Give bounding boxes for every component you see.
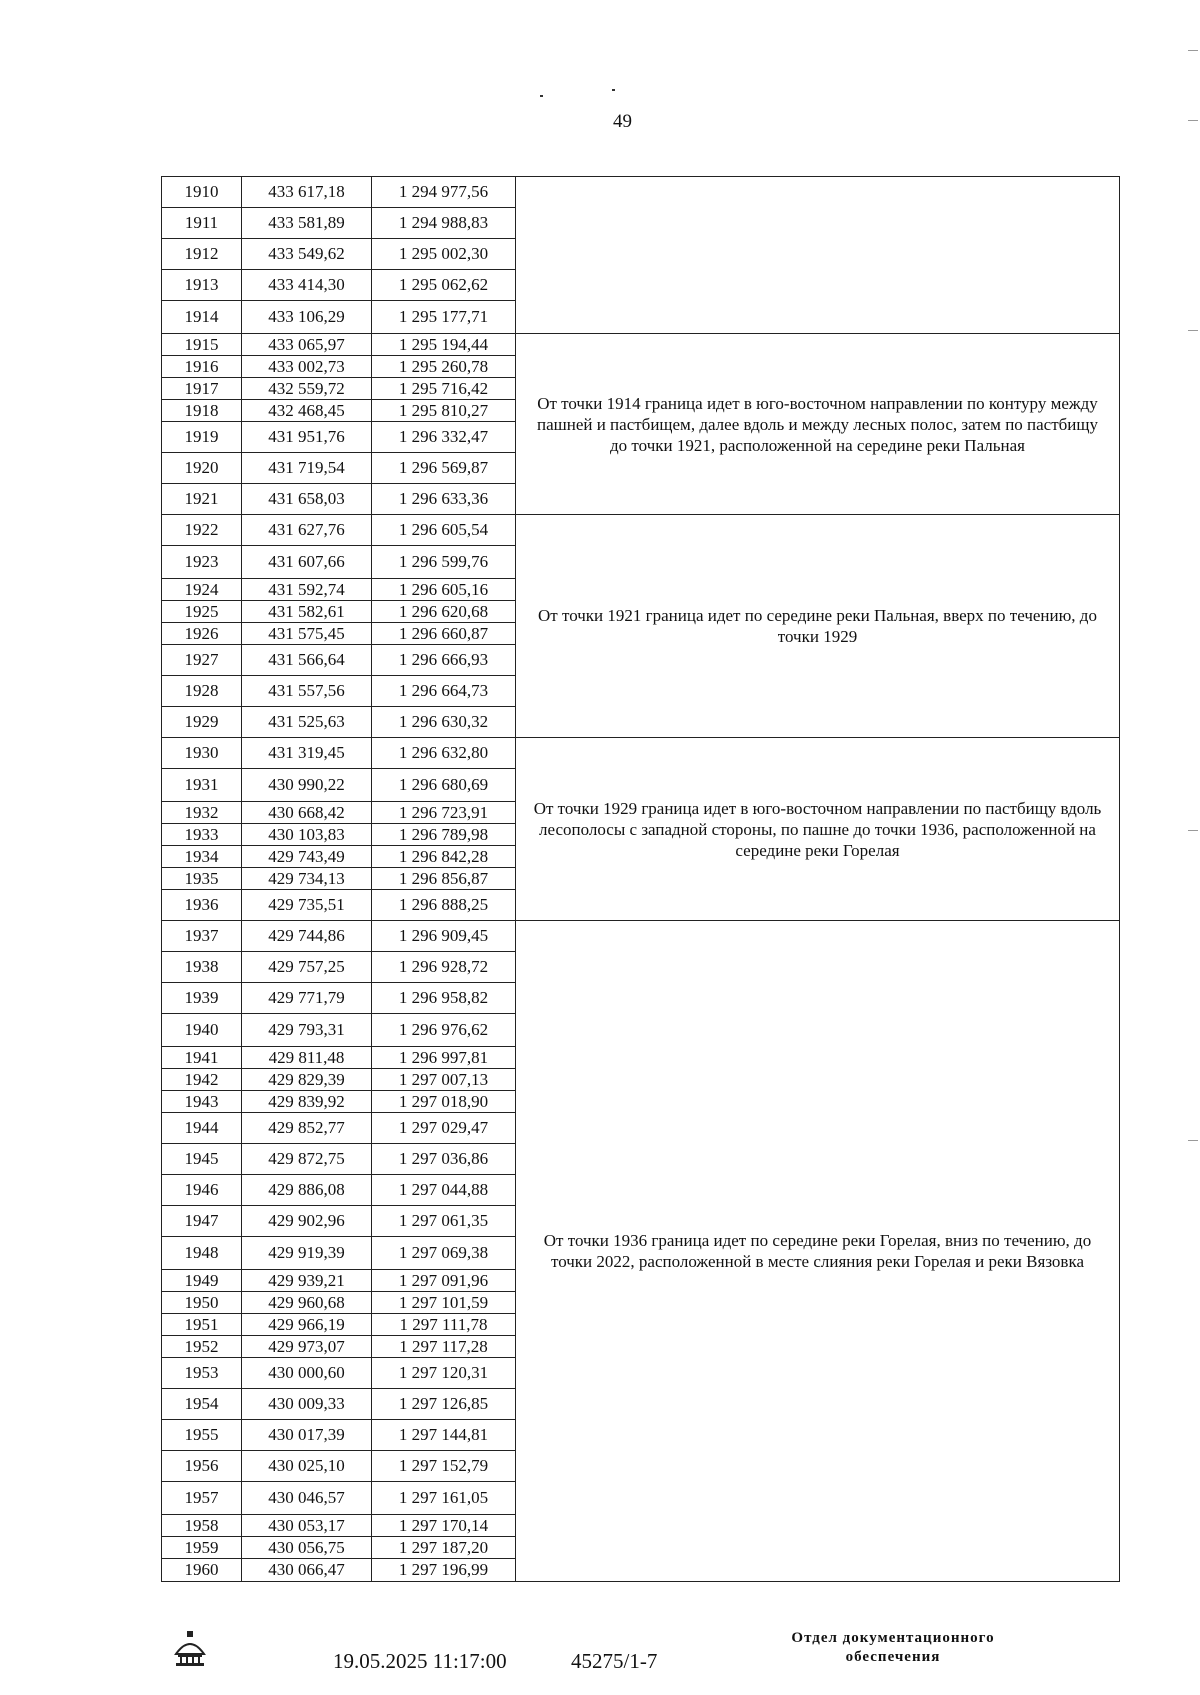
x-coordinate-cell: 431 592,74 [242,579,372,600]
table-row [162,1420,516,1451]
x-coordinate-cell: 429 829,39 [242,1069,372,1090]
x-coordinate-cell: 429 735,51 [242,890,372,920]
x-coordinate-cell: 433 414,30 [242,270,372,300]
x-coordinate-cell: 430 066,47 [242,1559,372,1581]
x-coordinate-cell: 429 811,48 [242,1047,372,1068]
y-coordinate-cell: 1 297 069,38 [372,1237,516,1269]
x-coordinate-cell: 429 734,13 [242,868,372,889]
point-number-cell: 1939 [162,983,242,1013]
point-number-cell: 1915 [162,334,242,355]
point-number-cell: 1912 [162,239,242,269]
point-number-cell: 1928 [162,676,242,706]
y-coordinate-cell: 1 297 120,31 [372,1358,516,1388]
point-number-cell: 1944 [162,1113,242,1143]
table-row [162,546,516,579]
x-coordinate-cell: 431 951,76 [242,422,372,452]
y-coordinate-cell: 1 296 599,76 [372,546,516,578]
table-row [162,868,516,890]
y-coordinate-cell: 1 297 170,14 [372,1515,516,1536]
table-row [162,1014,516,1047]
table-row [162,601,516,623]
table-row [162,453,516,484]
x-coordinate-cell: 429 793,31 [242,1014,372,1046]
point-number-cell: 1936 [162,890,242,920]
y-coordinate-cell: 1 296 997,81 [372,1047,516,1068]
y-coordinate-cell: 1 297 117,28 [372,1336,516,1357]
y-coordinate-cell: 1 296 856,87 [372,868,516,889]
y-coordinate-cell: 1 296 332,47 [372,422,516,452]
y-coordinate-cell: 1 296 633,36 [372,484,516,514]
y-coordinate-cell: 1 295 194,44 [372,334,516,355]
table-row [162,824,516,846]
y-coordinate-cell: 1 295 810,27 [372,400,516,421]
x-coordinate-cell: 432 559,72 [242,378,372,399]
y-coordinate-cell: 1 297 061,35 [372,1206,516,1236]
boundary-description [516,177,1119,334]
y-coordinate-cell: 1 297 126,85 [372,1389,516,1419]
point-number-cell: 1958 [162,1515,242,1536]
point-number-cell: 1918 [162,400,242,421]
table-row [162,1314,516,1336]
table-row [162,422,516,453]
table-row [162,802,516,824]
point-number-cell: 1947 [162,1206,242,1236]
x-coordinate-cell: 429 744,86 [242,921,372,951]
x-coordinate-cell: 431 607,66 [242,546,372,578]
y-coordinate-cell: 1 295 177,71 [372,301,516,333]
x-coordinate-cell: 430 046,57 [242,1482,372,1514]
y-coordinate-cell: 1 296 680,69 [372,769,516,801]
table-row [162,1358,516,1389]
point-number-cell: 1919 [162,422,242,452]
table-row [162,707,516,738]
point-number-cell: 1951 [162,1314,242,1335]
y-coordinate-cell: 1 296 620,68 [372,601,516,622]
table-row [162,645,516,676]
x-coordinate-cell: 430 053,17 [242,1515,372,1536]
x-coordinate-cell: 430 025,10 [242,1451,372,1481]
point-number-cell: 1937 [162,921,242,951]
point-number-cell: 1935 [162,868,242,889]
point-number-cell: 1914 [162,301,242,333]
y-coordinate-cell: 1 296 605,54 [372,515,516,545]
point-number-cell: 1941 [162,1047,242,1068]
y-coordinate-cell: 1 297 187,20 [372,1537,516,1558]
point-number-cell: 1953 [162,1358,242,1388]
point-number-cell: 1934 [162,846,242,867]
x-coordinate-cell: 429 872,75 [242,1144,372,1174]
x-coordinate-cell: 430 000,60 [242,1358,372,1388]
margin-mark [1188,120,1198,121]
table-row [162,356,516,378]
point-number-cell: 1929 [162,707,242,737]
y-coordinate-cell: 1 296 666,93 [372,645,516,675]
table-row [162,1237,516,1270]
boundary-description: От точки 1929 граница идет в юго-восточном направлении по пастбищу вдоль лесополосы с западной стороны, по пашне до точки 1936, расположенной на середине реки Горелая [516,738,1119,921]
x-coordinate-cell: 433 002,73 [242,356,372,377]
point-number-cell: 1946 [162,1175,242,1205]
y-coordinate-cell: 1 294 977,56 [372,177,516,207]
y-coordinate-cell: 1 297 144,81 [372,1420,516,1450]
y-coordinate-cell: 1 296 958,82 [372,983,516,1013]
table-row [162,1336,516,1358]
point-number-cell: 1913 [162,270,242,300]
x-coordinate-cell: 433 581,89 [242,208,372,238]
table-row [162,208,516,239]
point-number-cell: 1950 [162,1292,242,1313]
point-number-cell: 1911 [162,208,242,238]
y-coordinate-cell: 1 295 260,78 [372,356,516,377]
y-coordinate-cell: 1 296 664,73 [372,676,516,706]
margin-mark [1188,830,1198,831]
table-row [162,177,516,208]
point-number-cell: 1945 [162,1144,242,1174]
footer-document-number: 45275/1-7 [571,1649,658,1673]
point-number-cell: 1949 [162,1270,242,1291]
table-row [162,1047,516,1069]
x-coordinate-cell: 431 719,54 [242,453,372,483]
point-number-cell: 1952 [162,1336,242,1357]
x-coordinate-cell: 431 566,64 [242,645,372,675]
scan-speck [540,95,543,97]
x-coordinate-cell: 433 617,18 [242,177,372,207]
x-coordinate-cell: 430 017,39 [242,1420,372,1450]
x-coordinate-cell: 429 939,21 [242,1270,372,1291]
y-coordinate-cell: 1 297 161,05 [372,1482,516,1514]
point-number-cell: 1933 [162,824,242,845]
y-coordinate-cell: 1 295 002,30 [372,239,516,269]
table-row [162,1482,516,1515]
table-row [162,676,516,707]
point-number-cell: 1916 [162,356,242,377]
table-row [162,239,516,270]
point-number-cell: 1931 [162,769,242,801]
table-row [162,1515,516,1537]
table-row [162,1069,516,1091]
footer-department-line2: обеспечения [845,1649,941,1665]
point-number-cell: 1910 [162,177,242,207]
table-row [162,1206,516,1237]
y-coordinate-cell: 1 296 976,62 [372,1014,516,1046]
y-coordinate-cell: 1 296 888,25 [372,890,516,920]
x-coordinate-cell: 429 839,92 [242,1091,372,1112]
duma-logo-icon [170,1628,210,1668]
point-number-cell: 1954 [162,1389,242,1419]
y-coordinate-cell: 1 297 101,59 [372,1292,516,1313]
x-coordinate-cell: 430 009,33 [242,1389,372,1419]
table-row [162,738,516,769]
table-row [162,983,516,1014]
y-coordinate-cell: 1 297 029,47 [372,1113,516,1143]
point-number-cell: 1930 [162,738,242,768]
y-coordinate-cell: 1 295 716,42 [372,378,516,399]
table-row [162,270,516,301]
x-coordinate-cell: 429 919,39 [242,1237,372,1269]
boundary-description: От точки 1914 граница идет в юго-восточном направлении по контуру между пашней и пастбищем, далее вдоль и между лесных полос, затем по пастбищу до точки 1921, расположенной на середине реки Пальная [516,334,1119,515]
table-row [162,1113,516,1144]
x-coordinate-cell: 430 103,83 [242,824,372,845]
table-row [162,1292,516,1314]
table-row [162,301,516,334]
y-coordinate-cell: 1 296 605,16 [372,579,516,600]
y-coordinate-cell: 1 297 152,79 [372,1451,516,1481]
table-row [162,334,516,356]
point-number-cell: 1920 [162,453,242,483]
table-row [162,952,516,983]
y-coordinate-cell: 1 297 036,86 [372,1144,516,1174]
point-number-cell: 1959 [162,1537,242,1558]
x-coordinate-cell: 433 106,29 [242,301,372,333]
x-coordinate-cell: 431 627,76 [242,515,372,545]
coordinates-rows [162,177,516,1581]
table-row [162,769,516,802]
y-coordinate-cell: 1 296 909,45 [372,921,516,951]
boundary-description: От точки 1921 граница идет по середине реки Пальная, вверх по течению, до точки 1929 [516,515,1119,738]
table-row [162,400,516,422]
point-number-cell: 1940 [162,1014,242,1046]
table-row [162,921,516,952]
footer-department [748,1629,1038,1667]
x-coordinate-cell: 429 886,08 [242,1175,372,1205]
point-number-cell: 1921 [162,484,242,514]
margin-mark [1188,1140,1198,1141]
margin-mark [1188,330,1198,331]
x-coordinate-cell: 432 468,45 [242,400,372,421]
table-row [162,1144,516,1175]
point-number-cell: 1957 [162,1482,242,1514]
table-row [162,890,516,921]
x-coordinate-cell: 429 973,07 [242,1336,372,1357]
table-row [162,846,516,868]
y-coordinate-cell: 1 297 111,78 [372,1314,516,1335]
y-coordinate-cell: 1 294 988,83 [372,208,516,238]
y-coordinate-cell: 1 296 928,72 [372,952,516,982]
table-row [162,378,516,400]
x-coordinate-cell: 430 990,22 [242,769,372,801]
y-coordinate-cell: 1 296 723,91 [372,802,516,823]
y-coordinate-cell: 1 295 062,62 [372,270,516,300]
x-coordinate-cell: 431 582,61 [242,601,372,622]
boundary-description: От точки 1936 граница идет по середине реки Горелая, вниз по течению, до точки 2022, расположенной в месте слияния реки Горелая и реки Вязовка [543,1231,1092,1271]
x-coordinate-cell: 429 757,25 [242,952,372,982]
y-coordinate-cell: 1 297 091,96 [372,1270,516,1291]
table-row [162,515,516,546]
y-coordinate-cell: 1 297 044,88 [372,1175,516,1205]
point-number-cell: 1932 [162,802,242,823]
page-number: 49 [613,111,632,132]
table-row [162,1559,516,1581]
x-coordinate-cell: 429 771,79 [242,983,372,1013]
y-coordinate-cell: 1 296 630,32 [372,707,516,737]
point-number-cell: 1960 [162,1559,242,1581]
coordinates-table [161,176,1120,1582]
footer-datetime: 19.05.2025 11:17:00 [333,1649,507,1673]
y-coordinate-cell: 1 296 789,98 [372,824,516,845]
x-coordinate-cell: 433 549,62 [242,239,372,269]
table-row [162,579,516,601]
table-row [162,1175,516,1206]
x-coordinate-cell: 429 743,49 [242,846,372,867]
point-number-cell: 1924 [162,579,242,600]
y-coordinate-cell: 1 296 842,28 [372,846,516,867]
y-coordinate-cell: 1 297 018,90 [372,1091,516,1112]
table-row [162,1451,516,1482]
table-row [162,1389,516,1420]
x-coordinate-cell: 429 960,68 [242,1292,372,1313]
y-coordinate-cell: 1 296 569,87 [372,453,516,483]
x-coordinate-cell: 431 319,45 [242,738,372,768]
point-number-cell: 1956 [162,1451,242,1481]
point-number-cell: 1955 [162,1420,242,1450]
x-coordinate-cell: 431 575,45 [242,623,372,644]
x-coordinate-cell: 429 966,19 [242,1314,372,1335]
x-coordinate-cell: 429 902,96 [242,1206,372,1236]
y-coordinate-cell: 1 297 196,99 [372,1559,516,1581]
point-number-cell: 1948 [162,1237,242,1269]
point-number-cell: 1923 [162,546,242,578]
point-number-cell: 1942 [162,1069,242,1090]
y-coordinate-cell: 1 296 632,80 [372,738,516,768]
scan-speck [612,89,615,91]
x-coordinate-cell: 430 056,75 [242,1537,372,1558]
table-row [162,1091,516,1113]
x-coordinate-cell: 431 658,03 [242,484,372,514]
point-number-cell: 1925 [162,601,242,622]
point-number-cell: 1943 [162,1091,242,1112]
point-number-cell: 1926 [162,623,242,644]
y-coordinate-cell: 1 297 007,13 [372,1069,516,1090]
y-coordinate-cell: 1 296 660,87 [372,623,516,644]
table-row [162,1537,516,1559]
point-number-cell: 1938 [162,952,242,982]
point-number-cell: 1927 [162,645,242,675]
x-coordinate-cell: 430 668,42 [242,802,372,823]
margin-mark [1188,50,1198,51]
point-number-cell: 1922 [162,515,242,545]
x-coordinate-cell: 431 557,56 [242,676,372,706]
point-number-cell: 1917 [162,378,242,399]
table-row [162,484,516,515]
table-row [162,1270,516,1292]
x-coordinate-cell: 429 852,77 [242,1113,372,1143]
footer-department-line1: Отдел документационного [791,1630,995,1646]
x-coordinate-cell: 431 525,63 [242,707,372,737]
x-coordinate-cell: 433 065,97 [242,334,372,355]
table-row [162,623,516,645]
